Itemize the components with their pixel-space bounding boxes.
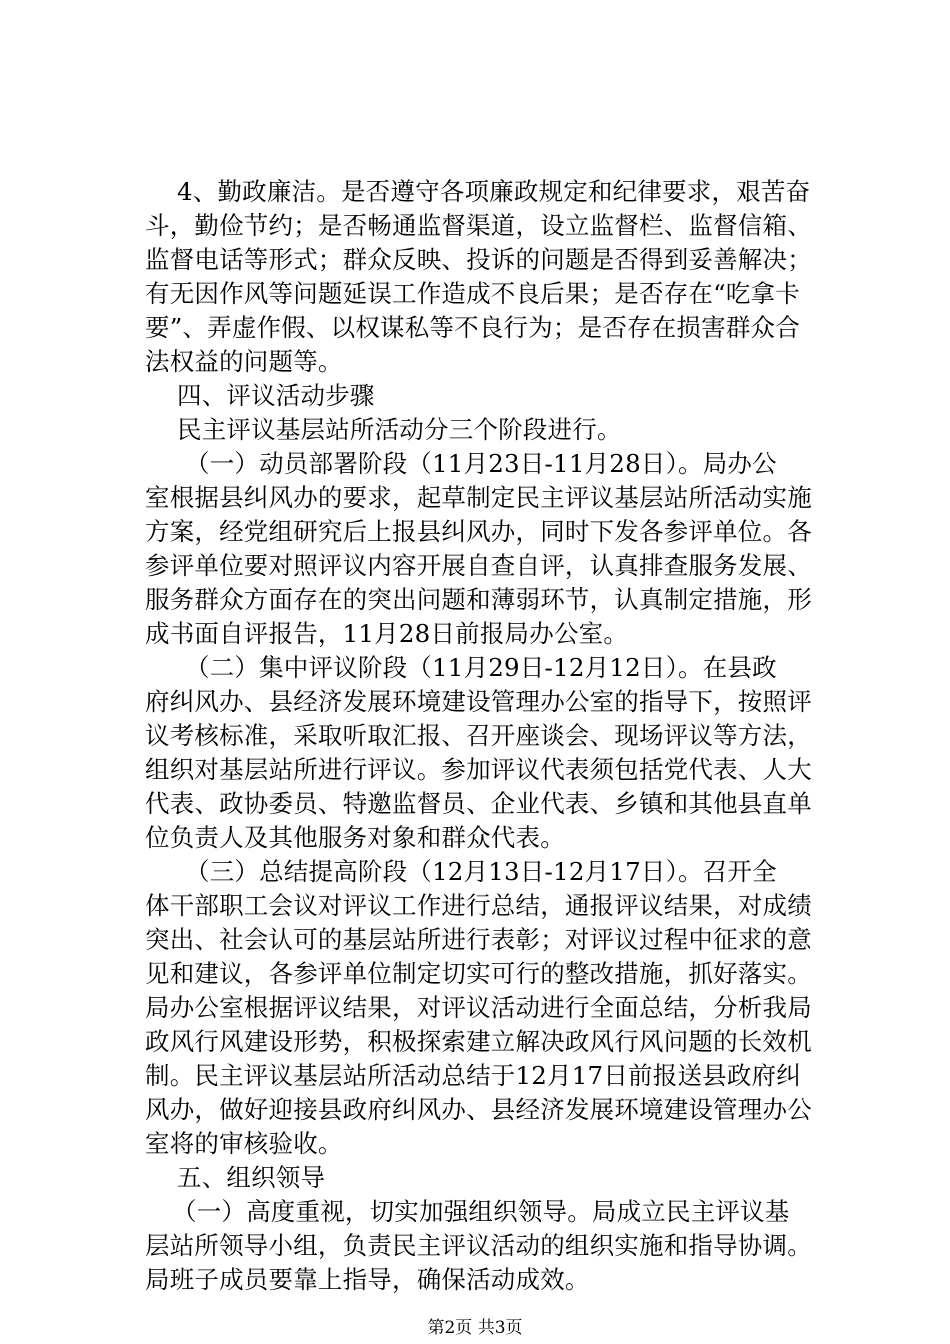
stage-1-line-3: 方案，经党组研究后上报县纠风办，同时下发各参评单位。各 bbox=[145, 517, 812, 546]
leadership-line-2: 层站所领导小组，负责民主评议活动的组织实施和指导协调。 bbox=[145, 1231, 812, 1260]
section-heading-steps: 四、评议活动步骤 bbox=[177, 381, 375, 410]
paragraph-4-line-2: 斗，勤俭节约；是否畅通监督渠道，设立监督栏、监督信箱、 bbox=[145, 211, 812, 240]
stage-3-line-1: （三）总结提高阶段（12月13日-12月17日）。召开全 bbox=[185, 857, 777, 886]
paragraph-4-line-6: 法权益的问题等。 bbox=[145, 347, 343, 376]
stage-3-line-2: 体干部职工会议对评议工作进行总结，通报评议结果，对成绩 bbox=[145, 891, 812, 920]
stage-3-line-9: 室将的审核验收。 bbox=[145, 1129, 343, 1158]
leadership-line-1: （一）高度重视，切实加强组织领导。局成立民主评议基 bbox=[172, 1197, 790, 1226]
stage-3-line-7: 制。民主评议基层站所活动总结于12月17日前报送县政府纠 bbox=[145, 1061, 801, 1090]
stage-1-line-2: 室根据县纠风办的要求，起草制定民主评议基层站所活动实施 bbox=[145, 483, 812, 512]
stage-2-line-2: 府纠风办、县经济发展环境建设管理办公室的指导下，按照评 bbox=[145, 687, 812, 716]
paragraph-4-line-3: 监督电话等形式；群众反映、投诉的问题是否得到妥善解决； bbox=[145, 245, 812, 274]
page-footer: 第2页 共3页 bbox=[427, 1318, 523, 1338]
stage-1-line-6: 成书面自评报告，11月28日前报局办公室。 bbox=[145, 619, 629, 648]
stage-3-line-5: 局办公室根据评议结果，对评议活动进行全面总结，分析我局 bbox=[145, 993, 812, 1022]
paragraph-4-line-1: 4、勤政廉洁。是否遵守各项廉政规定和纪律要求，艰苦奋 bbox=[177, 177, 811, 206]
steps-intro: 民主评议基层站所活动分三个阶段进行。 bbox=[177, 415, 622, 444]
stage-3-line-6: 政风行风建设形势，积极探索建立解决政风行风问题的长效机 bbox=[145, 1027, 812, 1056]
stage-3-line-8: 风办，做好迎接县政府纠风办、县经济发展环境建设管理办公 bbox=[145, 1095, 812, 1124]
stage-1-line-5: 服务群众方面存在的突出问题和薄弱环节，认真制定措施，形 bbox=[145, 585, 812, 614]
stage-1-line-1: （一）动员部署阶段（11月23日-11月28日）。局办公 bbox=[185, 449, 777, 478]
stage-1-line-4: 参评单位要对照评议内容开展自查自评，认真排查服务发展、 bbox=[145, 551, 812, 580]
paragraph-4-line-4: 有无因作风等问题延误工作造成不良后果；是否存在“吃拿卡 bbox=[145, 279, 800, 308]
stage-2-line-5: 代表、政协委员、特邀监督员、企业代表、乡镇和其他县直单 bbox=[145, 789, 812, 818]
section-heading-leadership: 五、组织领导 bbox=[177, 1163, 326, 1192]
leadership-line-3: 局班子成员要靠上指导，确保活动成效。 bbox=[145, 1265, 590, 1294]
stage-2-line-1: （二）集中评议阶段（11月29日-12月12日）。在县政 bbox=[185, 653, 777, 682]
stage-2-line-3: 议考核标准，采取听取汇报、召开座谈会、现场评议等方法， bbox=[145, 721, 812, 750]
stage-3-line-3: 突出、社会认可的基层站所进行表彰；对评议过程中征求的意 bbox=[145, 925, 812, 954]
stage-2-line-4: 组织对基层站所进行评议。参加评议代表须包括党代表、人大 bbox=[145, 755, 812, 784]
stage-3-line-4: 见和建议，各参评单位制定切实可行的整改措施，抓好落实。 bbox=[145, 959, 812, 988]
stage-2-line-6: 位负责人及其他服务对象和群众代表。 bbox=[145, 823, 565, 852]
paragraph-4-line-5: 要”、弄虚作假、以权谋私等不良行为；是否存在损害群众合 bbox=[145, 313, 800, 342]
